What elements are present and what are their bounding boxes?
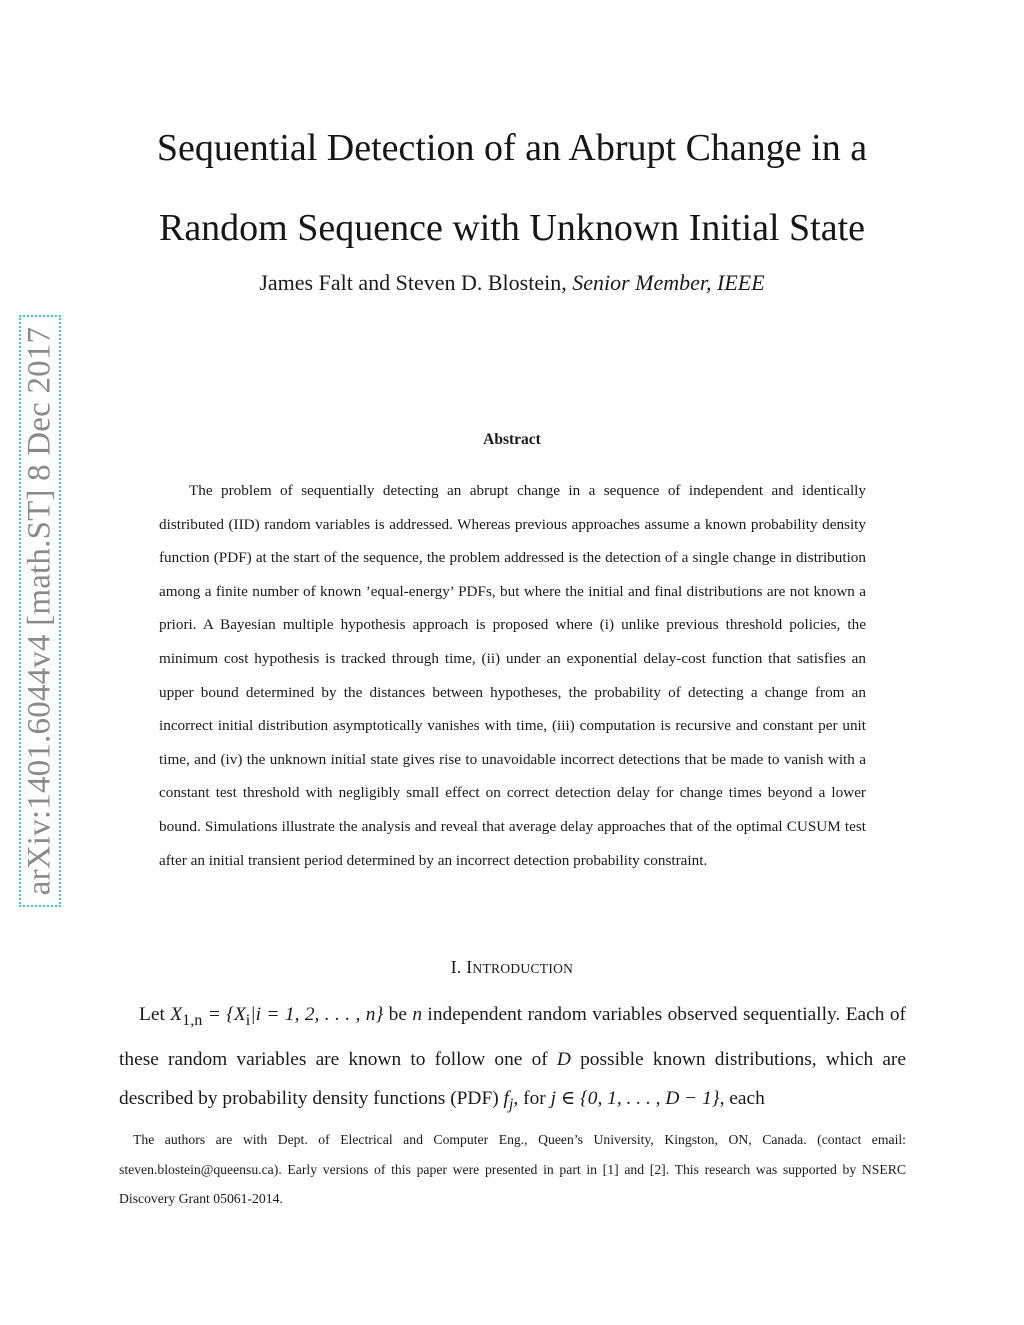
author-line [100, 270, 924, 296]
author-names: James Falt and Steven D. Blostein, [259, 270, 567, 295]
author-footnote: The authors are with Dept. of Electrical and Computer Eng., Queen’s University, Kingston, ON, Canada. (contact email: steven.blostein@queensu.ca). Early versions of this paper were presented in part in [1] and [2]. This research was supported by NSERC Discovery Grant 05061-2014. [119, 1132, 906, 1206]
math-d: D [556, 1048, 571, 1070]
abstract-heading: Abstract [483, 431, 541, 448]
author-affiliation: Senior Member, IEEE [572, 270, 765, 295]
math-f: f [503, 1087, 509, 1109]
title-line-1: Sequential Detection of an Abrupt Change in a [156, 127, 868, 169]
introduction-paragraph [119, 995, 906, 1124]
section-heading-introduction [100, 957, 924, 978]
math-f-subscript: j [508, 1095, 514, 1113]
intro-text-3: independent random variables observed sequentially. Each of these random variables are known to follow one of [119, 1004, 906, 1070]
math-set-subscript: i [245, 1011, 251, 1029]
paper-title [100, 108, 924, 268]
section-title-rest: NTRODUCTION [472, 961, 574, 976]
title-line-2: Random Sequence with Unknown Initial State [158, 207, 866, 249]
intro-text-6: , each [719, 1087, 765, 1109]
intro-text-1: Let [139, 1004, 165, 1025]
math-set-rest: |i = 1, 2, . . . , n} [250, 1004, 384, 1025]
math-set: = {X [202, 1004, 246, 1025]
intro-text-2: be [383, 1004, 413, 1025]
math-x: X [170, 1004, 183, 1025]
math-x-subscript: 1,n [182, 1011, 203, 1029]
section-title-initial: I [466, 957, 473, 977]
intro-text-5: , for [513, 1087, 551, 1109]
math-n: n [412, 1004, 423, 1025]
abstract-body: The problem of sequentially detecting an abrupt change in a sequence of independent and identically distributed (IID) random variables is addressed. Whereas previous approaches assume a known probability density function (PDF) at the start of the sequence, the problem addressed is the detection of a single change in distribution among a finite number of known ’equal-energy’ PDFs, but where the initial and final distributions are not known a priori. A Bayesian multiple hypothesis approach is proposed where (i) unlike previous threshold policies, the minimum cost hypothesis is tracked through time, (ii) under an exponential delay-cost function that satisfies an upper bound determined by the distances between hypotheses, the probability of detecting a change from an incorrect initial distribution asymptotically vanishes with time, (iii) computation is recursive and constant per unit time, and (iv) the unknown initial state gives rise to unavoidable incorrect detections that be made to vanish with a constant test threshold with negligibly small effect on correct detection delay for change times beyond a lower bound. Simulations illustrate the analysis and reveal that average delay approaches that of the optimal CUSUM test after an initial transient period determined by an incorrect detection probability constraint. [159, 482, 866, 869]
section-numeral: I. [450, 957, 462, 977]
math-j-range: j ∈ {0, 1, . . . , D − 1} [550, 1087, 720, 1109]
arxiv-stamp[interactable]: arXiv:1401.6044v4 [math.ST] 8 Dec 2017 [21, 326, 58, 896]
intro-text-4: possible known distributions, which are described by probability density functions (PDF) [119, 1048, 907, 1109]
